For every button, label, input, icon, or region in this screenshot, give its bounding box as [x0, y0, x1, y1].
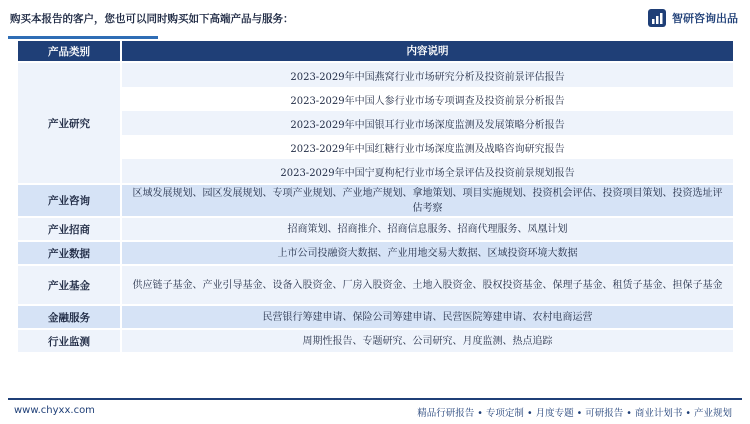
report-title: 2023-2029年中国人参行业市场专项调查及投资前景分析报告 [122, 87, 733, 111]
report-title: 2023-2029年中国燕窝行业市场研究分析及投资前景评估报告 [122, 63, 733, 87]
page-footer [0, 398, 750, 424]
content-text: 招商策划、招商推介、招商信息服务、招商代理服务、凤凰计划 [287, 223, 568, 235]
category-label: 产业研究 [18, 63, 122, 183]
logo [647, 8, 738, 28]
table-row [18, 242, 733, 266]
category-label: 产业招商 [18, 218, 122, 240]
page-header [0, 0, 750, 40]
header-note: 购买本报告的客户，您也可以同时购买如下高端产品与服务： [10, 13, 294, 25]
content-text: 供应链子基金、产业引导基金、设备入股资金、厂房入股资金、土地入股资金、股权投资基金、保理子基金、租赁子基金、担保子基金 [132, 279, 723, 291]
report-list [122, 63, 733, 183]
table-header-row [18, 41, 733, 63]
category-label: 产业基金 [18, 266, 122, 304]
report-title: 2023-2029年中国红糖行业市场深度监测及战略咨询研究报告 [122, 135, 733, 159]
content-text: 民营银行筹建申请、保险公司筹建申请、民营医院筹建申请、农村电商运营 [262, 311, 593, 323]
category-label: 产业咨询 [18, 185, 122, 216]
content-text: 区域发展规划、园区发展规划、专项产业规划、产业地产规划、拿地策划、项目实施规划、投资机会评估、投资项目策划、投资选址评估考察 [132, 187, 723, 214]
category-label: 金融服务 [18, 306, 122, 328]
column-header-content: 内容说明 [406, 44, 449, 57]
report-title: 2023-2029年中国银耳行业市场深度监测及发展策略分析报告 [122, 111, 733, 135]
category-label: 行业监测 [18, 330, 122, 352]
table-row [18, 330, 733, 354]
table-row [18, 185, 733, 218]
logo-icon [647, 8, 667, 28]
table-row [18, 266, 733, 306]
logo-text: 智研咨询出品 [672, 12, 738, 25]
footer-services: 精品行研报告 • 专项定制 • 月度专题 • 可研报告 • 商业计划书 • 产业规划 [417, 408, 732, 419]
table-row [18, 218, 733, 242]
report-title: 2023-2029年中国宁夏枸杞行业市场全景评估及投资前景规划报告 [122, 159, 733, 183]
footer-divider [8, 398, 742, 400]
column-header-category: 产品类别 [18, 41, 122, 61]
table-row [18, 306, 733, 330]
content-text: 上市公司投融资大数据、产业用地交易大数据、区域投资环境大数据 [277, 247, 578, 259]
accent-bar [8, 36, 158, 39]
category-label: 产业数据 [18, 242, 122, 264]
content-text: 周期性报告、专题研究、公司研究、月度监测、热点追踪 [302, 335, 553, 347]
services-table [18, 41, 733, 354]
footer-url: www.chyxx.com [14, 405, 95, 416]
table-row-research [18, 63, 733, 185]
